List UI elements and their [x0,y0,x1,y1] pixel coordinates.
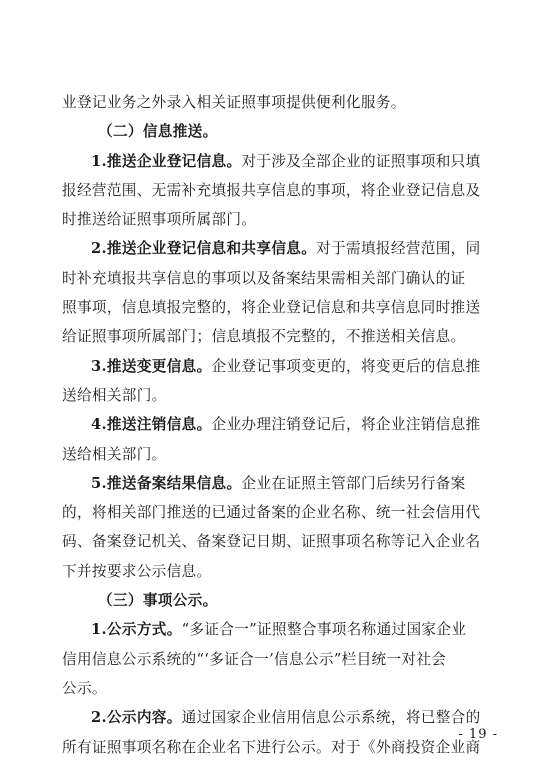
text-line: 码、备案登记机关、备案登记日期、证照事项名称等记入企业名 [62,533,481,551]
text-line: 下并按要求公示信息。 [62,562,212,580]
text-line: 3.推送变更信息。企业登记事项变更的，将变更后的信息推 [91,357,481,375]
text-line: 照事项，信息填报完整的，将企业登记信息和共享信息同时推送 [62,299,481,317]
page-number: - 19 - [458,727,498,742]
text-line: 业登记业务之外录入相关证照事项提供便利化服务。 [62,94,406,111]
section-heading: （三）事项公示。 [98,592,218,610]
text-line: 1.推送企业登记信息。对于涉及全部企业的证照事项和只填 [91,152,481,170]
text-line: 信用信息公示系统的“‘多证合一’信息公示”栏目统一对社会 [62,650,447,668]
text-line: 送给相关部门。 [62,445,167,463]
text-line: 给证照事项所属部门；信息填报不完整的，不推送相关信息。 [62,328,466,346]
text-line: 5.推送备案结果信息。企业在证照主管部门后续另行备案 [91,474,466,492]
text-line: 时补充填报共享信息的事项以及备案结果需相关部门确认的证 [62,269,466,287]
text-line: 2.推送企业登记信息和共享信息。对于需填报经营范围，同 [91,240,481,258]
section-heading: （二）信息推送。 [98,123,218,141]
text-line: 2.公示内容。通过国家企业信用信息公示系统，将已整合的 [91,709,481,727]
text-line: 送给相关部门。 [62,386,167,404]
text-line: 的，将相关部门推送的已通过备案的企业名称、统一社会信用代 [62,504,481,522]
document-body [62,88,498,762]
text-line: 公示。 [62,679,107,697]
text-line: 所有证照事项名称在企业名下进行公示。对于《外商投资企业商 [62,738,481,756]
text-line: 4.推送注销信息。企业办理注销登记后，将企业注销信息推 [91,416,481,434]
text-line: 1.公示方式。“多证合一”证照整合事项名称通过国家企业 [91,621,467,639]
text-line: 时推送给证照事项所属部门。 [62,211,257,229]
text-line: 报经营范围、无需补充填报共享信息的事项，将企业登记信息及 [62,181,481,199]
